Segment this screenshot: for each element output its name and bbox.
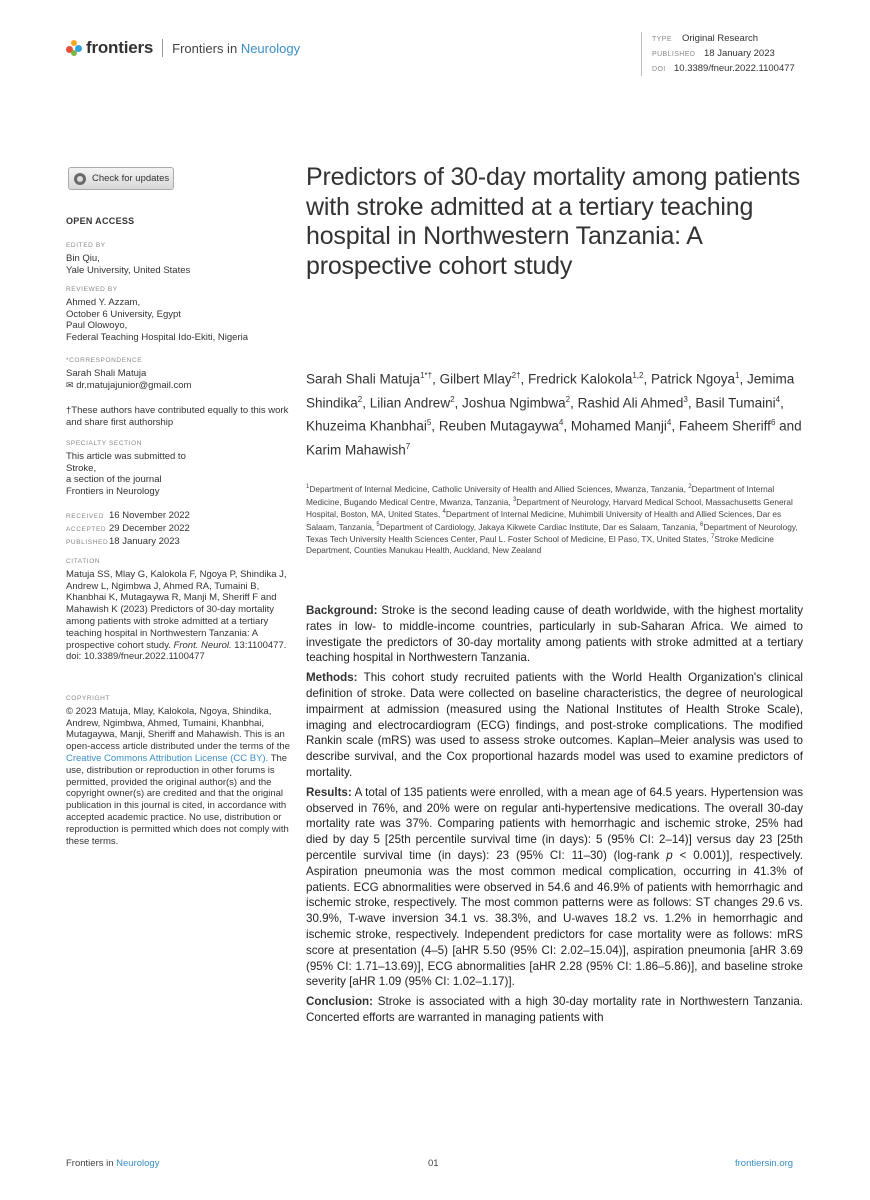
author-name: Fredrick Kalokola — [528, 371, 633, 387]
article-meta — [652, 32, 795, 77]
author-affiliation-mark: 2 — [565, 394, 571, 404]
author-affiliation-mark: 2 — [357, 394, 363, 404]
open-access-label: OPEN ACCESS — [66, 216, 135, 226]
reviewed-by-section: REVIEWED BY Ahmed Y. Azzam, October 6 University, Egypt Paul Olowoyo, Federal Teaching Hospital Ido-Ekiti, Nigeria — [66, 286, 248, 344]
author-affiliation-mark: 3 — [683, 394, 688, 404]
affiliation-text: Department of Cardiology, Jakaya Kikwete Cardiac Institute, Dar es Salaam, Tanzania, — [379, 521, 698, 532]
author-name: Jemima Shindika — [306, 371, 795, 411]
author-affiliation-mark: 2† — [511, 371, 521, 380]
contribution-note: †These authors have contributed equally to this work and share first authorship — [66, 405, 289, 428]
copyright-section: COPYRIGHT © 2023 Matuja, Mlay, Kalokola, Ngoya, Shindika, Andrew, Ngimbwa, Ahmed, Tumaini, Khanbhai, Mutagaywa, Manji, Sheriff and Mahawish. This is an open-access article distributed under the terms of the Creative Commons Attribution License (CC BY). The use, distribution or reproduction in other forums is permitted, provided the original author(s) and the copyright owner(s) are credited and that the original publication in this journal is cited, in accordance with accepted academic practice. No use, distribution or reproduction is permitted which does not comply with these terms. — [66, 695, 290, 847]
email-icon: ✉ — [66, 379, 74, 390]
author-name: Faheem Sheriff — [678, 418, 771, 434]
author-name: Gilbert Mlay — [439, 371, 512, 387]
affiliation-text: Stroke Medicine Department, Counties Manukau Health, Auckland, New Zealand — [306, 534, 774, 555]
specialty-section: SPECIALTY SECTION This article was submitted to Stroke, a section of the journal Frontiers in Neurology — [66, 440, 186, 498]
affiliation-number: 4 — [442, 509, 446, 516]
frontiers-logo-icon — [66, 40, 82, 56]
affiliation-number: 3 — [512, 496, 517, 503]
author-affiliation-mark: 4 — [775, 394, 781, 404]
author-affiliation-mark: 1*† — [420, 371, 433, 380]
edited-by-section: EDITED BY Bin Qiu, Yale University, United States — [66, 242, 191, 276]
abstract — [306, 603, 803, 1030]
correspondence-section: *CORRESPONDENCE Sarah Shali Matuja ✉ dr.matujajunior@gmail.com — [66, 355, 292, 391]
citation-section: CITATION Matuja SS, Mlay G, Kalokola F, Ngoya P, Shindika J, Andrew L, Ngimbwa J, Ahmed RA, Tumaini B, Khanbhai K, Mutagaywa R, Manji M, Sheriff F and Mahawish K (2023) Predictors of 30-day mortality among patients with stroke admitted at a tertiary teaching hospital in Northwestern Tanzania: A prospective cohort study. Front. Neurol. 13:1100477. doi: 10.3389/fneur.2022.1100477 — [66, 556, 292, 663]
email-link[interactable]: ✉ dr.matujajunior@gmail.com — [66, 379, 192, 391]
author-affiliation-mark: 6 — [770, 418, 776, 428]
affiliation-number: 7 — [711, 534, 715, 541]
author-name: Basil Tumaini — [695, 395, 776, 411]
footer-journal[interactable]: Frontiers in Neurology — [66, 1158, 160, 1169]
journal-name[interactable]: Frontiers in Neurology — [172, 40, 301, 56]
author-affiliation-mark: 7 — [405, 442, 411, 452]
journal-header — [66, 38, 300, 58]
license-link[interactable]: Creative Commons Attribution License (CC BY). — [66, 752, 269, 764]
meta-doi: DOI 10.3389/fneur.2022.1100477 — [652, 63, 795, 74]
meta-divider — [641, 32, 642, 76]
update-icon — [74, 173, 86, 185]
author-affiliation-mark: 2 — [450, 394, 455, 404]
article-title: Predictors of 30-day mortality among patients with stroke admitted at a tertiary teaching hospital in Northwestern Tanzania: A prospective cohort study — [306, 163, 801, 280]
abstract-methods: Methods: This cohort study recruited patients with the World Health Organization's clinical definition of stroke. Data were collected on baseline characteristics, the degree of neurological impairment at admission (measured using the National Institutes of Health Stroke Scale), imaging and electrocardiogram (ECG) findings, and post-stroke complications. The modified Rankin scale (mRS) was used to assess stroke outcomes. Kaplan–Meier analysis was used to describe survival, and the Cox proportional hazards model was used to examine predictors of mortality. — [306, 671, 803, 779]
author-affiliation-mark: 5 — [426, 418, 432, 428]
affiliation-number: 1 — [306, 484, 310, 490]
header-divider — [162, 39, 163, 57]
author-name: Rashid Ali Ahmed — [577, 395, 684, 411]
author-name: Mohamed Manji — [570, 418, 667, 434]
citation-doi[interactable]: doi: 10.3389/fneur.2022.1100477 — [66, 651, 205, 663]
author-affiliation-mark: 1 — [735, 371, 740, 380]
abstract-background: Background: Stroke is the second leading cause of death worldwide, with the highest mortality rates in low- to middle-income countries, particularly in sub-Saharan Africa. We aimed to investigate the predictors of 30-day mortality among patients with stroke admitted at a tertiary teaching hospital in Northwestern Tanzania. — [306, 604, 803, 665]
dates-section: RECEIVED 16 November 2022 ACCEPTED 29 December 2022 PUBLISHED18 January 2023 — [66, 510, 190, 547]
affiliation-text: Department of Neurology, Texas Tech University Health Sciences Center, Paul L. Foster School of Medicine, El Paso, TX, United States, — [306, 521, 798, 545]
author-affiliation-mark: 1,2 — [632, 371, 644, 380]
affiliation-number: 6 — [699, 521, 704, 528]
affiliation-text: Department of Neurology, Harvard Medical School, Massachusetts General Hospital, Boston, MA, United States, — [306, 496, 793, 519]
affiliations — [306, 482, 801, 556]
affiliation-number: 2 — [688, 484, 692, 490]
abstract-conclusion: Conclusion: Stroke is associated with a high 30-day mortality rate in Northwestern Tanzania. Concerted efforts are warranted in managing patients with — [306, 995, 803, 1024]
footer-site-link[interactable]: frontiersin.org — [735, 1158, 794, 1169]
abstract-results: Results: A total of 135 patients were enrolled, with a mean age of 64.5 years. Hypertension was observed in 76%, and 20% were on regular anti-hypertensive medications. The overall 30-day mortality rate was 37%. Comparing patients with hemorrhagic and ischemic stroke, 25% had died by day 5 [25th percentile survival time (in days): 5 (95% CI: 2–14)] versus day 23 [25th percentile survival time (in days): 23 (95% CI: 11–30) (log-rank p < 0.001)], respectively. Aspiration pneumonia was the most common medical complication, occurring in 41.3% of patients. ECG abnormalities were observed in 54.6 and 46.9% of patients with hemorrhagic and ischemic stroke, respectively. The most common patterns were as follows: ST changes 29.6 vs. 30.9%, T-wave inversion 34.1 vs. 38.3%, and U-waves 18.2 vs. 1.2% in hemorrhagic and ischemic stroke, respectively. Independent predictors for case mortality were as follows: mRS score at presentation (4–5) [aHR 5.50 (95% CI: 2.02–15.04)], aspiration pneumonia [aHR 3.69 (95% CI: 1.71–13.69)], ECG abnormalities [aHR 2.28 (95% CI: 1.86–5.86)], and baseline stroke severity [aHR 1.09 (95% CI: 1.02–1.17)]. — [306, 785, 803, 989]
affiliation-number: 5 — [376, 521, 380, 528]
author-name: Joshua Ngimbwa — [462, 395, 566, 411]
author-name: Lilian Andrew — [369, 395, 451, 411]
affiliation-text: Department of Internal Medicine, Bugando Medical Centre, Mwanza, Tanzania, — [306, 483, 775, 507]
meta-published: PUBLISHED 18 January 2023 — [652, 48, 775, 59]
author-name: Khuzeima Khanbhai — [306, 418, 427, 434]
author-list: Sarah Shali Matuja$^{1*\dagger}$, Gilbert Mlay$^{2\dagger}$, Fredrick Kalokola$^{1,2}$, Patrick Ngoya$^1$, Jemima Shindika$^2$, Lilian Andrew$^2$, Joshua Ngimbwa$^2$, Rashid Ali Ahmed$^3$, Basil Tumaini$^4$, Khuzeima Khanbhai$^5$, Reuben Mutagaywa$^4$, Mohamed Manji$^4$, Faheem Sheriff$^6$ and Karim Mahawish$^7$ — [306, 371, 802, 458]
affiliation-text: Department of Internal Medicine, Catholic University of Health and Allied Sciences, Mwanza, Tanzania, — [309, 483, 686, 494]
author-name: Sarah Shali Matuja — [306, 371, 421, 387]
affiliation-text: Department of Internal Medicine, Muhimbili University of Health and Allied Sciences, Dar es Salaam, Tanzania, — [306, 508, 782, 532]
page-number: 01 — [428, 1158, 439, 1169]
meta-type: TYPE Original Research — [652, 33, 759, 44]
author-name: Karim Mahawish — [306, 442, 406, 458]
check-updates-button[interactable]: Check for updates — [68, 167, 174, 190]
author-affiliation-mark: 4 — [666, 418, 672, 428]
author-name: Reuben Mutagaywa — [438, 418, 559, 434]
author-affiliation-mark: 4 — [558, 418, 564, 428]
author-name: Patrick Ngoya — [650, 371, 736, 387]
brand-name: frontiers — [86, 38, 154, 57]
